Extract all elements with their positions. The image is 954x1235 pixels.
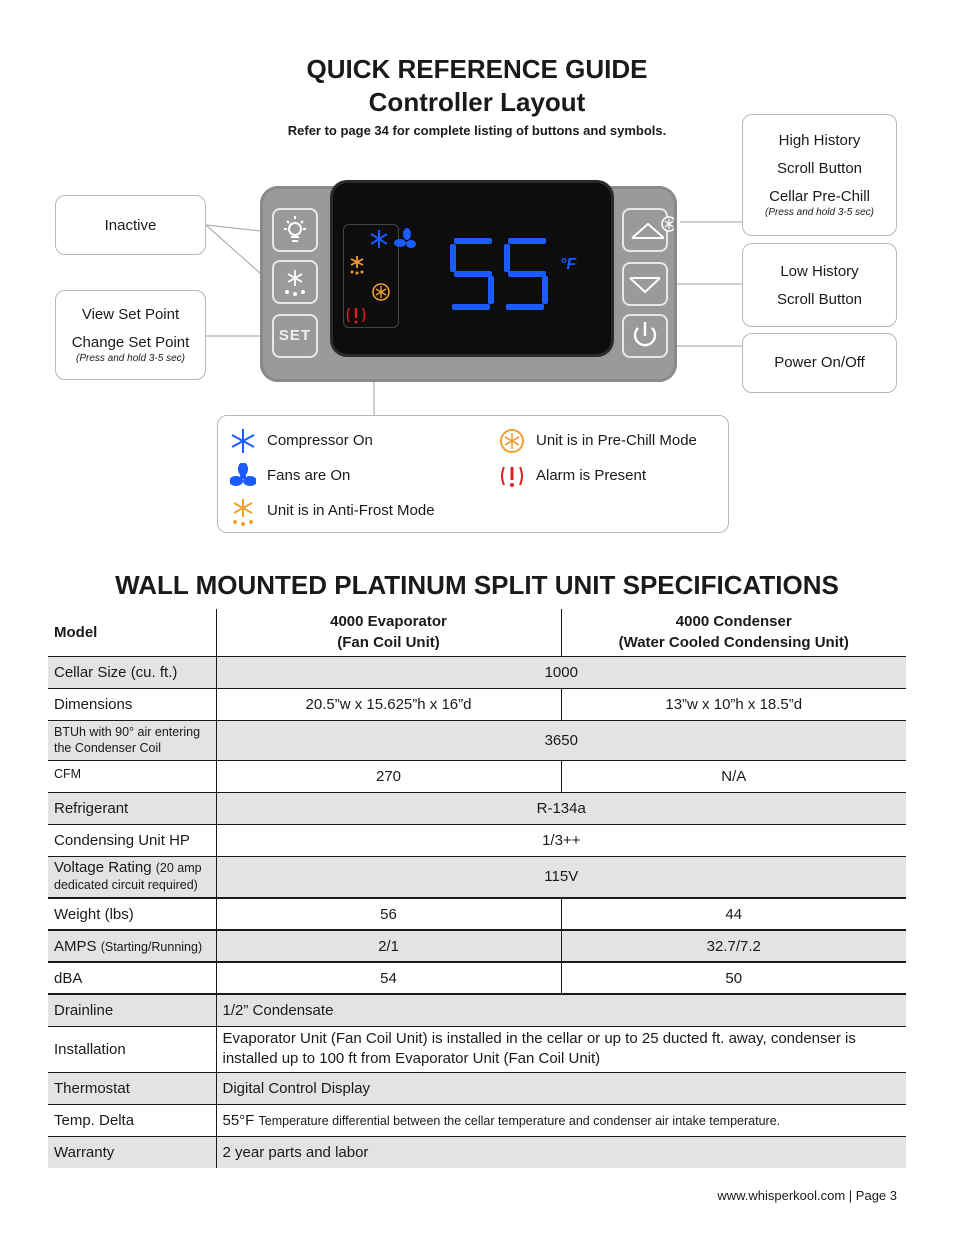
scroll-button-label: Scroll Button	[776, 160, 863, 177]
reference-note: Refer to page 34 for complete listing of buttons and symbols.	[287, 123, 667, 138]
anti-frost-icon	[351, 256, 363, 268]
row-label: Temp. Delta	[48, 1104, 216, 1136]
evaporator-value: 2/1	[216, 930, 561, 962]
row-value: 1/2” Condensate	[216, 994, 906, 1026]
power-callout	[742, 333, 897, 393]
row-value: 115V	[216, 856, 906, 898]
defrost-button[interactable]	[272, 260, 318, 304]
alarm-icon	[499, 463, 525, 489]
row-label: Installation	[48, 1026, 216, 1072]
symbol-legend	[217, 415, 729, 533]
row-value-line1: Evaporator Unit (Fan Coil Unit) is installed in the cellar or up to 25 ducted ft. away, condenser is	[222, 1030, 856, 1047]
row-value: Digital Control Display	[216, 1072, 906, 1104]
condenser-value: 50	[561, 962, 906, 994]
row-value: 2 year parts and labor	[216, 1136, 906, 1168]
inactive-callout	[55, 195, 206, 255]
row-label: Drainline	[48, 994, 216, 1026]
power-label: Power On/Off	[774, 354, 865, 371]
temperature-unit: °F	[560, 256, 577, 273]
row-value	[216, 1026, 906, 1072]
table-row	[48, 720, 906, 760]
temperature-display	[448, 236, 552, 314]
table-row	[48, 792, 906, 824]
row-label	[48, 856, 216, 898]
set-button[interactable]: SET	[272, 314, 318, 358]
row-label: Warranty	[48, 1136, 216, 1168]
change-set-point-label: Change Set Point	[71, 334, 190, 351]
evaporator-header	[216, 609, 561, 656]
down-button[interactable]	[622, 262, 668, 306]
row-label: dBA	[48, 962, 216, 994]
row-label: Weight (lbs)	[48, 898, 216, 930]
condenser-value: N/A	[561, 760, 906, 792]
table-row	[48, 962, 906, 994]
row-label	[48, 720, 216, 760]
power-button[interactable]	[622, 314, 668, 358]
row-label-main: AMPS	[54, 937, 97, 955]
snowflake-drops-icon	[274, 262, 316, 302]
evaporator-header-line2: (Fan Coil Unit)	[337, 634, 440, 652]
prechill-note: (Press and hold 3-5 sec)	[765, 207, 874, 218]
row-value: R-134a	[216, 792, 906, 824]
specifications-title: WALL MOUNTED PLATINUM SPLIT UNIT SPECIFICATIONS	[115, 570, 839, 600]
table-row	[48, 1104, 906, 1136]
row-value: 1/3++	[542, 831, 581, 849]
row-label: Cellar Size (cu. ft.)	[48, 656, 216, 688]
row-label	[48, 930, 216, 962]
table-row	[48, 656, 906, 688]
row-value	[216, 1104, 906, 1136]
specifications-table	[48, 609, 906, 1168]
low-history-label: Low History	[780, 263, 859, 280]
table-row	[48, 898, 906, 930]
row-value: 3650	[216, 720, 906, 760]
table-row	[48, 688, 906, 720]
snowflake-icon	[230, 428, 256, 454]
row-label: CFM	[48, 760, 216, 792]
table-row	[48, 1136, 906, 1168]
prechill-icon	[373, 284, 389, 300]
legend-anti-frost: Unit is in Anti-Frost Mode	[267, 502, 435, 519]
row-label-main: Voltage Rating	[54, 859, 152, 877]
row-value-main: 55°F	[222, 1111, 255, 1129]
row-value-note: Temperature differential between the cellar temperature and condenser air intake temperature.	[258, 1113, 781, 1128]
cellar-prechill-label: Cellar Pre-Chill	[769, 188, 870, 205]
row-label-note: (Starting/Running)	[100, 939, 203, 954]
light-bulb-icon	[274, 210, 316, 250]
legend-prechill: Unit is in Pre-Chill Mode	[536, 432, 697, 449]
table-row	[48, 1072, 906, 1104]
row-label: Dimensions	[48, 688, 216, 720]
anti-frost-icon	[230, 498, 256, 526]
evaporator-value: 20.5”w x 15.625”h x 16”d	[305, 695, 472, 713]
table-row	[48, 856, 906, 898]
prechill-icon	[499, 428, 525, 454]
table-row	[48, 994, 906, 1026]
snowflake-icon	[371, 230, 387, 248]
up-arrow-icon	[624, 210, 674, 250]
row-label: Condensing Unit HP	[48, 824, 216, 856]
high-history-label: High History	[778, 132, 861, 149]
legend-fans: Fans are On	[267, 467, 351, 484]
evaporator-header-line1: 4000 Evaporator	[330, 613, 447, 631]
condenser-value: 44	[561, 898, 906, 930]
set-point-callout	[55, 290, 206, 380]
status-icons	[343, 224, 423, 328]
fan-icon	[230, 463, 256, 489]
row-label: Thermostat	[48, 1072, 216, 1104]
row-value: 1000	[216, 656, 906, 688]
legend-alarm: Alarm is Present	[536, 467, 647, 484]
page-subtitle: Controller Layout	[368, 87, 586, 117]
table-row	[48, 760, 906, 792]
digit-1	[450, 238, 494, 310]
page-title: QUICK REFERENCE GUIDE	[306, 54, 648, 84]
legend-compressor: Compressor On	[267, 432, 373, 449]
row-label-note-line2: dedicated circuit required)	[54, 878, 198, 893]
condenser-header	[561, 609, 906, 656]
inactive-label: Inactive	[104, 217, 157, 234]
table-row	[48, 824, 906, 856]
low-history-callout	[742, 243, 897, 327]
row-label-line1: BTUh with 90° air entering	[54, 725, 201, 739]
evaporator-value: 56	[380, 905, 397, 923]
table-row	[48, 930, 906, 962]
page-footer: www.whisperkool.com | Page 3	[717, 1188, 897, 1203]
condenser-header-line2: (Water Cooled Condensing Unit)	[618, 634, 849, 652]
up-button[interactable]	[622, 208, 668, 252]
down-arrow-icon	[624, 264, 666, 304]
high-history-callout	[742, 114, 897, 236]
table-row	[48, 1026, 906, 1072]
condenser-value: 32.7/7.2	[561, 930, 906, 962]
condenser-value: 13”w x 10”h x 18.5”d	[561, 688, 906, 720]
power-icon	[624, 316, 666, 356]
row-label: Refrigerant	[48, 792, 216, 824]
condenser-header-line1: 4000 Condenser	[675, 613, 792, 631]
model-header: Model	[48, 609, 216, 656]
alarm-icon	[348, 308, 365, 324]
row-label-note: (20 amp	[155, 861, 202, 876]
table-header-row	[48, 609, 906, 656]
temperature-value	[0, 0, 1, 1]
view-set-point-label: View Set Point	[81, 306, 180, 323]
row-value-line2: installed up to 100 ft from Evaporator Unit (Fan Coil Unit)	[222, 1050, 601, 1067]
row-label-line2: the Condenser Coil	[54, 741, 162, 755]
change-set-point-note: (Press and hold 3-5 sec)	[76, 353, 185, 364]
fan-icon	[394, 228, 416, 248]
evaporator-value: 270	[375, 767, 402, 785]
digit-2	[504, 238, 548, 310]
light-button[interactable]	[272, 208, 318, 252]
evaporator-value: 54	[380, 969, 397, 987]
scroll-button-label: Scroll Button	[776, 291, 863, 308]
